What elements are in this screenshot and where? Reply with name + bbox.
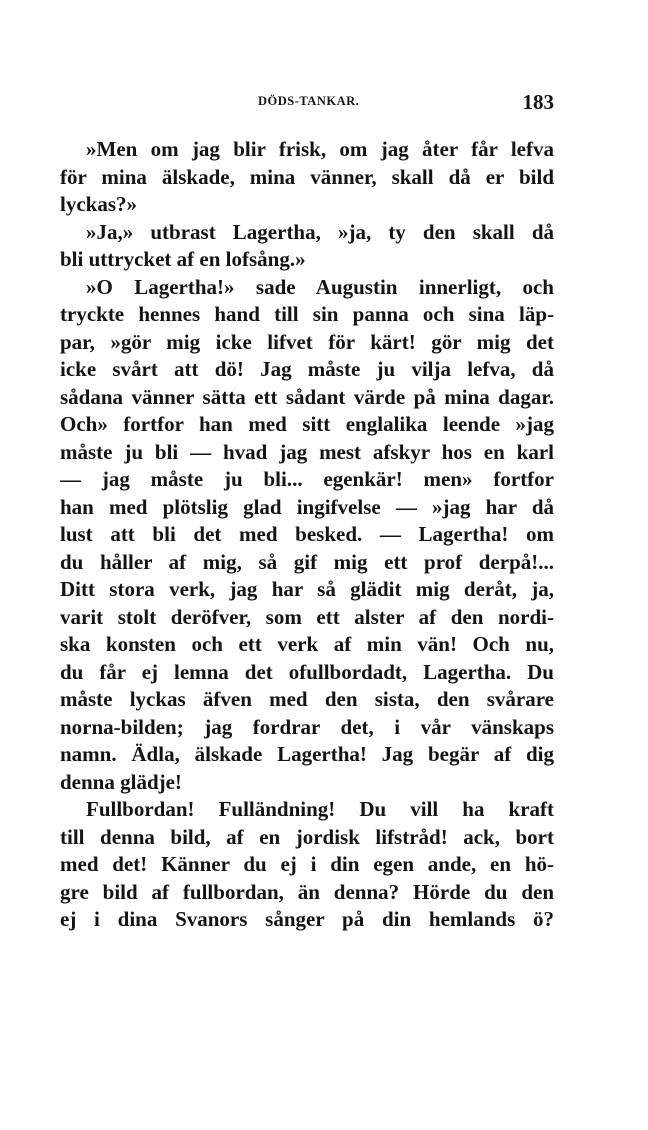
text-line: med det! Känner du ej i din egen ande, en hö- [60,852,554,876]
body-text [60,136,554,934]
text-line: Ditt stora verk, jag har så glädit mig deråt, ja, [60,577,554,601]
text-line: varit stolt deröfver, som ett alster af den nordi- [60,604,554,629]
text-line: ej i dina Svanors sånger på din hemlands ö? [60,907,554,931]
text-line: par, »gör mig icke lifvet för kärt! gör mig det [60,329,554,354]
text-line: Fullbordan! Fulländning! Du vill ha kraft [86,797,554,821]
text-line: norna-bilden; jag fordrar det, i vår vänskaps [60,714,554,739]
text-line: »O Lagertha!» sade Augustin innerligt, och [86,274,554,299]
text-line: måste lyckas äfven med den sista, den svårare [60,687,554,711]
text-line: du håller af mig, så gif mig ett prof derpå!... [60,549,554,574]
text-line: gre bild af fullbordan, än denna? Hörde du den [60,879,554,904]
text-line: namn. Ädla, älskade Lagertha! Jag begär af dig [60,742,554,766]
text-line: icke svårt att dö! Jag måste ju vilja lefva, då [60,357,554,381]
text-line: lyckas?» [60,192,138,216]
text-line: lust att bli det med besked. — Lagertha! om [60,522,554,546]
text-line: för mina älskade, mina vänner, skall då er bild [60,164,554,189]
text-line: Och» fortfor han med sitt englalika leende »jag [60,412,554,436]
running-head-title: DÖDS-TANKAR. [258,94,360,108]
text-line: sådana vänner sätta ett sådant värde på mina dagar. [60,384,554,409]
text-line: ska konsten och ett verk af min vän! Och nu, [60,632,554,656]
text-line: »Men om jag blir frisk, om jag åter får lefva [86,137,554,161]
text-line: han med plötslig glad ingifvelse — »jag har då [60,494,554,519]
text-line: måste ju bli — hvad jag mest afskyr hos en karl [60,439,554,464]
page-number: 183 [522,90,554,114]
text-line: — jag måste ju bli... egenkär! men» fortfor [60,467,554,491]
text-line: bli uttrycket af en lofsång.» [60,247,306,271]
text-line: denna glädje! [60,769,182,794]
running-head [60,90,560,116]
text-line: tryckte hennes hand till sin panna och sina läp- [60,302,554,326]
text-line: »Ja,» utbrast Lagertha, »ja, ty den skall då [86,219,554,244]
text-line: du får ej lemna det ofullbordadt, Lagertha. Du [60,659,554,684]
text-line: till denna bild, af en jordisk lifstråd! ack, bort [60,824,554,849]
